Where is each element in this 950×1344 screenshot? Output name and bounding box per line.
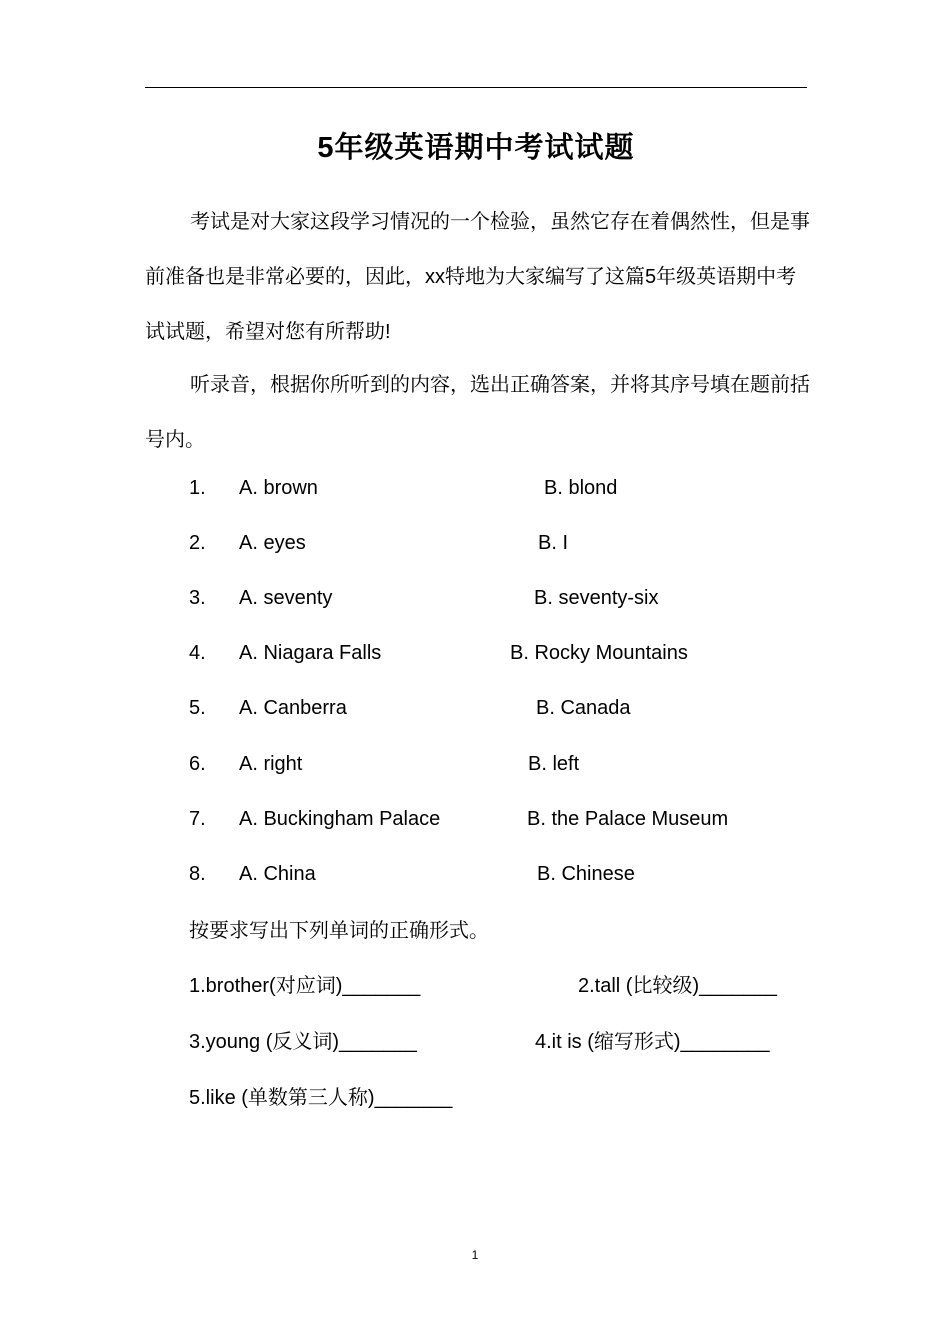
- option-a: A. brown: [239, 477, 318, 499]
- question-number: 2.: [189, 532, 206, 554]
- question-number: 6.: [189, 753, 206, 775]
- word-form-item: 3.young (反义词)_______: [189, 1031, 417, 1053]
- option-a: A. right: [239, 753, 303, 775]
- word-form-instruction: 按要求写出下列单词的正确形式。: [189, 920, 489, 942]
- option-b: B. blond: [544, 477, 618, 499]
- intro-paragraph: [145, 195, 815, 360]
- question-number: 3.: [189, 587, 206, 609]
- option-a: A. seventy: [239, 587, 333, 609]
- question-number: 5.: [189, 697, 206, 719]
- question-row: [145, 808, 815, 838]
- option-a: A. China: [239, 863, 316, 885]
- listening-instruction: [145, 358, 815, 468]
- option-a: A. eyes: [239, 532, 306, 554]
- word-form-item: 1.brother(对应词)_______: [189, 975, 421, 997]
- question-row: [145, 753, 815, 783]
- question-row: [145, 477, 815, 507]
- word-form-item: 4.it is (缩写形式)________: [535, 1031, 770, 1053]
- word-form-row: [189, 1081, 829, 1111]
- intro-text: 考试是对大家这段学习情况的一个检验，虽然它存在着偶然性，但是事前准备也是非常必要的，因此，xx特地为大家编写了这篇5年级英语期中考试试题，希望对您有所帮助!: [145, 211, 810, 343]
- question-number: 7.: [189, 808, 206, 830]
- question-row: [145, 863, 815, 893]
- option-b: B. Rocky Mountains: [510, 642, 688, 664]
- page-number: 1: [471, 1248, 479, 1262]
- option-b: B. left: [528, 753, 580, 775]
- header-rule: [145, 87, 807, 88]
- question-number: 8.: [189, 863, 206, 885]
- word-form-item: 2.tall (比较级)_______: [578, 975, 777, 997]
- question-number: 4.: [189, 642, 206, 664]
- word-form-row: [189, 969, 829, 999]
- option-b: B. I: [538, 532, 569, 554]
- question-row: [145, 642, 815, 672]
- option-b: B. Chinese: [537, 863, 635, 885]
- word-form-item: 5.like (单数第三人称)_______: [189, 1087, 453, 1109]
- option-a: A. Buckingham Palace: [239, 808, 441, 830]
- option-b: B. the Palace Museum: [527, 808, 729, 830]
- listening-instruction-text: 听录音，根据你所听到的内容，选出正确答案，并将其序号填在题前括号内。: [145, 374, 810, 451]
- question-row: [145, 532, 815, 562]
- option-b: B. Canada: [536, 697, 631, 719]
- word-form-row: [189, 1025, 829, 1055]
- option-a: A. Niagara Falls: [239, 642, 382, 664]
- question-row: [145, 587, 815, 617]
- option-a: A. Canberra: [239, 697, 347, 719]
- question-number: 1.: [189, 477, 206, 499]
- option-b: B. seventy-six: [534, 587, 659, 609]
- page-title: 5年级英语期中考试试题: [317, 132, 635, 164]
- question-row: [145, 697, 815, 727]
